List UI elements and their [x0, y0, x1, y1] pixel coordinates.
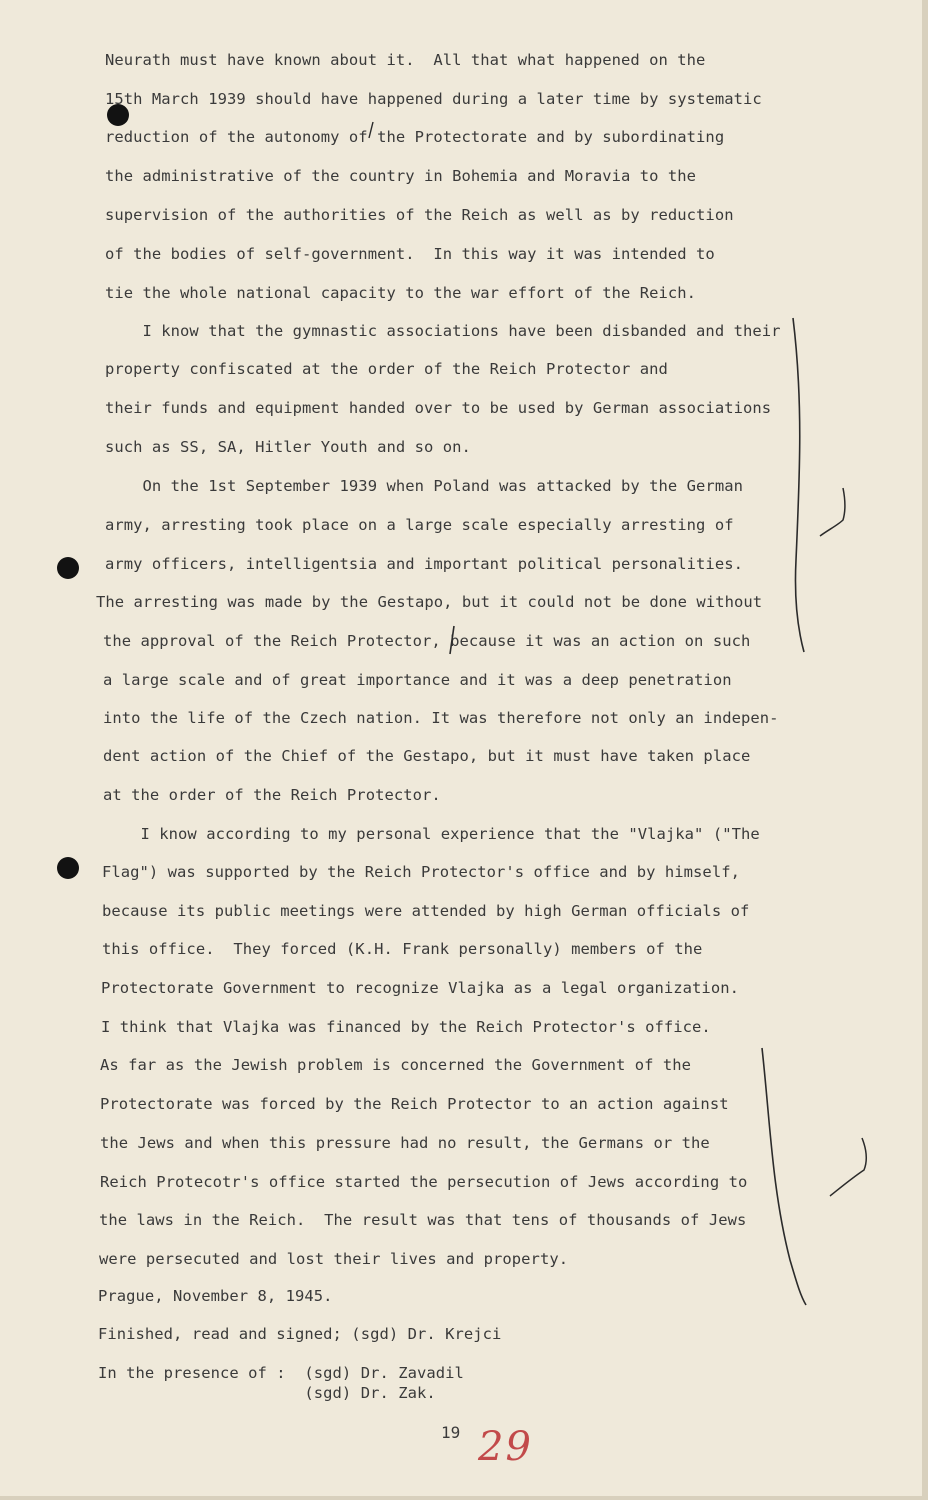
text-line: reduction of the autonomy of the Protectorate and by subordinating	[105, 128, 725, 146]
text-line: at the order of the Reich Protector.	[103, 786, 441, 804]
text-line: this office. They forced (K.H. Frank personally) members of the	[102, 940, 703, 958]
text-line: Reich Protecotr's office started the persecution of Jews according to	[100, 1173, 748, 1191]
margin-checkmark	[820, 488, 845, 536]
text-line: Neurath must have known about it. All that what happened on the	[105, 51, 706, 69]
text-line: On the 1st September 1939 when Poland was attacked by the German	[105, 477, 743, 495]
margin-bracket	[793, 318, 804, 652]
text-line: their funds and equipment handed over to be used by German associations	[105, 399, 772, 417]
text-line: supervision of the authorities of the Reich as well as by reduction	[105, 206, 734, 224]
text-line: the approval of the Reich Protector, because it was an action on such	[103, 632, 751, 650]
text-line: Protectorate was forced by the Reich Protector to an action against	[100, 1095, 729, 1113]
signature-line: Finished, read and signed; (sgd) Dr. Krejci	[98, 1325, 502, 1343]
text-line: such as SS, SA, Hitler Youth and so on.	[105, 438, 471, 456]
text-line: 15th March 1939 should have happened during a later time by systematic	[105, 90, 762, 108]
text-line: property confiscated at the order of the Reich Protector and	[105, 360, 668, 378]
text-line: Flag") was supported by the Reich Protector's office and by himself,	[102, 863, 740, 881]
witness-line: (sgd) Dr. Zak.	[98, 1384, 436, 1402]
text-line: because its public meetings were attended by high German officials of	[102, 902, 750, 920]
text-line: tie the whole national capacity to the war effort of the Reich.	[105, 284, 697, 302]
text-line: a large scale and of great importance and it was a deep penetration	[103, 671, 732, 689]
margin-checkmark	[830, 1138, 866, 1196]
text-line: the administrative of the country in Bohemia and Moravia to the	[105, 167, 697, 185]
handwritten-page-number: 29	[478, 1424, 533, 1470]
text-line: As far as the Jewish problem is concerned the Government of the	[100, 1056, 692, 1074]
page-number: 19	[441, 1423, 461, 1442]
text-line: the Jews and when this pressure had no result, the Germans or the	[100, 1134, 710, 1152]
witness-line: In the presence of : (sgd) Dr. Zavadil	[98, 1364, 464, 1382]
date-line: Prague, November 8, 1945.	[98, 1287, 333, 1305]
text-line: I know that the gymnastic associations have been disbanded and their	[105, 322, 781, 340]
text-line: I know according to my personal experience that the "Vlajka" ("The	[103, 825, 760, 843]
text-line: Protectorate Government to recognize Vlajka as a legal organization.	[101, 979, 739, 997]
margin-bracket	[762, 1048, 806, 1305]
text-line: army, arresting took place on a large scale especially arresting of	[105, 516, 734, 534]
text-line: The arresting was made by the Gestapo, but it could not be done without	[96, 593, 763, 611]
insertion-mark	[369, 122, 373, 138]
text-line: I think that Vlajka was financed by the Reich Protector's office.	[101, 1018, 711, 1036]
text-line: of the bodies of self-government. In this way it was intended to	[105, 245, 715, 263]
text-line: army officers, intelligentsia and important political personalities.	[105, 555, 743, 573]
text-line: the laws in the Reich. The result was that tens of thousands of Jews	[99, 1211, 747, 1229]
text-line: into the life of the Czech nation. It was therefore not only an indepen-	[103, 709, 779, 727]
text-line: were persecuted and lost their lives and property.	[99, 1250, 569, 1268]
insertion-mark	[450, 626, 454, 654]
text-line: dent action of the Chief of the Gestapo, but it must have taken place	[103, 747, 751, 765]
